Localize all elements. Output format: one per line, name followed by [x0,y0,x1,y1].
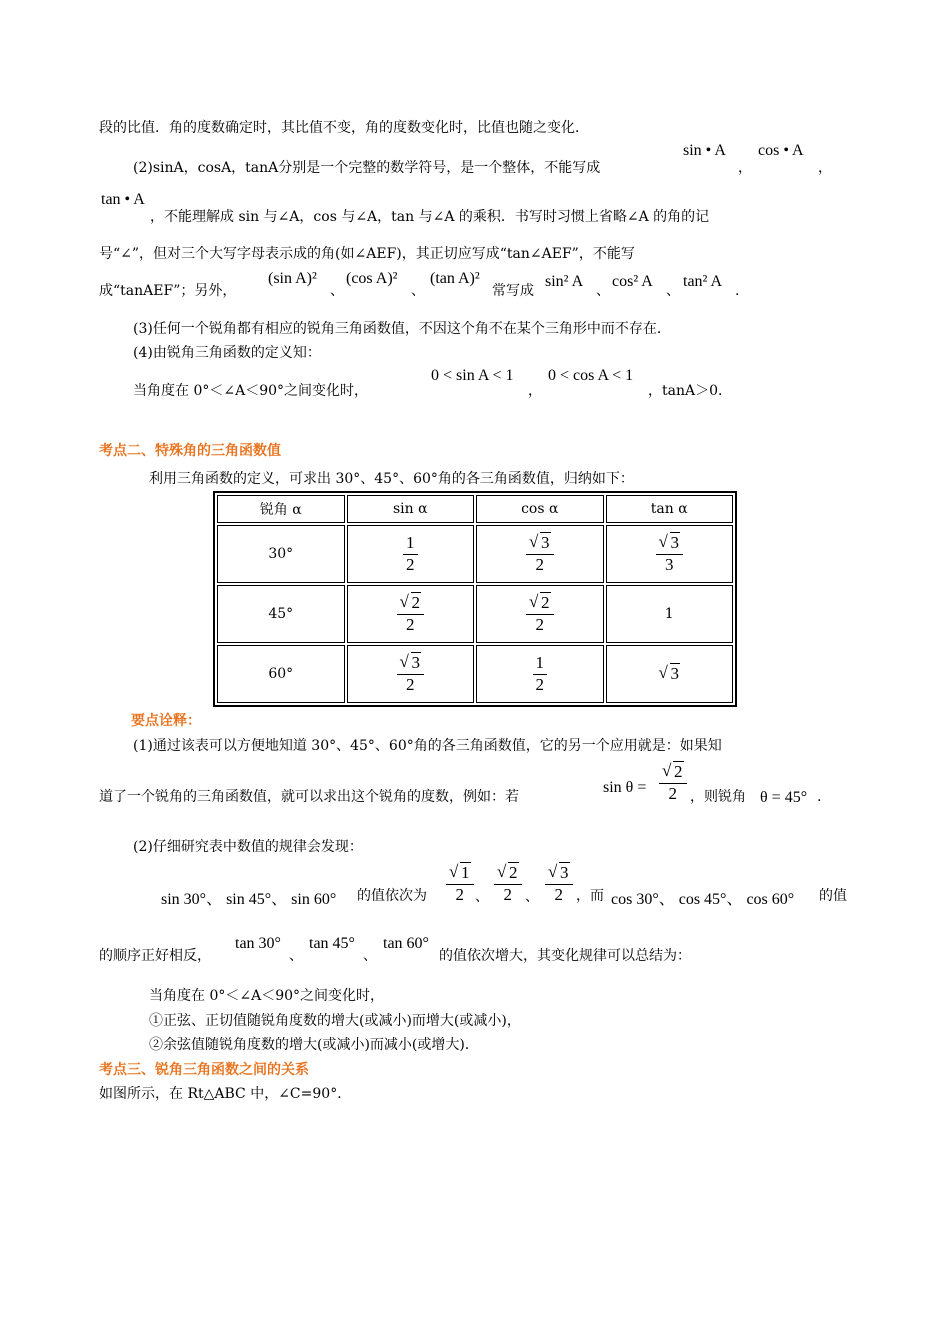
header-cos: cos α [476,495,604,523]
table-header-row [217,495,733,523]
expr-sin-a-squared: (sin A)² [268,270,317,287]
para-values-increase: 的值依次增大，其变化规律可以总结为： [439,948,691,964]
para-not-product: ，不能理解成 sin 与∠A，cos 与∠A，tan 与∠A 的乘积．书写时习惯上省略∠A 的角的记 [150,209,710,225]
tan-cell [606,525,734,583]
sin-cell [347,645,475,703]
angle-cell: 60° [217,645,345,703]
expr-cos-a-squared: (cos A)² [346,270,398,287]
sequence-fraction: √ $\frac{3}{2}$ [545,864,573,904]
para-by-definition: (4)由锐角三角函数的定义知： [133,345,321,361]
expr-sin2-a: sin² A [545,273,584,290]
expr-sin-dot-a: sin • A [683,142,726,159]
para-tan-positive: ，tanA＞0． [648,383,733,399]
fraction: $\frac{1}{2}$ [403,534,418,574]
separator-dun: 、 [363,948,377,964]
para-pattern: (2)仔细研究表中数值的规律会发现： [133,839,363,855]
example-fraction: √ $\frac{2}{2}$ [659,763,687,803]
table-row [217,645,733,703]
para-example: 道了一个锐角的三角函数值，就可以求出这个锐角的度数，例如：若 [99,789,519,805]
table-row [217,525,733,583]
para-values-in-order: 的值依次为 [357,888,427,904]
tan-45: tan 45° [309,935,355,952]
para-angle-range-2: 当角度在 0°＜∠A＜90°之间变化时， [149,988,385,1004]
expr-cos2-a: cos² A [612,273,653,290]
para-table-usage: (1)通过该表可以方便地知道 30°、45°、60°角的各三角函数值，它的另一个应用就是：如果知 [133,738,722,754]
sin-cell [347,525,475,583]
separator-comma: ， [528,383,542,399]
fraction: √ $\frac{3}{2}$ [526,534,554,574]
separator-period: . [817,789,822,805]
sequence-fraction: √ $\frac{2}{2}$ [494,864,522,904]
separator-dun: 、 [525,889,539,905]
separator-dun: 、 [330,283,344,299]
para-then-acute-angle: ，则锐角 [690,789,746,805]
para-usually-written: 常写成 [492,283,534,299]
tan-60: tan 60° [383,935,429,952]
separator-dun: 、 [666,283,680,299]
table-row [217,585,733,643]
header-acute-angle: 锐角 α [217,495,345,523]
para-ratio-note: 段的比值．角的度数确定时，其比值不变，角的度数变化时，比值也随之变化． [99,120,589,136]
fraction: √ $\frac{2}{2}$ [397,594,425,634]
example-sin-theta: sin θ = [603,779,647,796]
expr-tan-dot-a: tan • A [101,191,145,208]
tan-cell: 1 [606,585,734,643]
fraction: √ $\frac{3}{3}$ [656,534,684,574]
angle-cell: 30° [217,525,345,583]
fraction: $\frac{1}{2}$ [533,654,548,694]
example-theta-result: θ = 45° [760,789,808,806]
para-otherwise: 成“tanAEF”；另外， [99,283,237,299]
separator-dun: 、 [475,889,489,905]
separator-dun: 、 [289,948,303,964]
header-sin: sin α [347,495,475,523]
para-order-reversed: 的顺序正好相反， [99,948,211,964]
para-angle-range: 当角度在 0°＜∠A＜90°之间变化时， [133,383,369,399]
expr-cos-dot-a: cos • A [758,142,804,159]
section-heading-special-angles: 考点二、特殊角的三角函数值 [99,443,281,459]
sin-cell [347,585,475,643]
expr-tan-a-squared: (tan A)² [430,270,480,287]
para-table-intro: 利用三角函数的定义，可求出 30°、45°、60°角的各三角函数值，归纳如下： [149,471,634,487]
cos-cell [476,525,604,583]
separator-comma: ， [818,160,832,176]
angle-cell: 45° [217,585,345,643]
cos-values-list: cos 30°、 cos 45°、 cos 60° [611,891,795,908]
para-angle-notation: 号“∠”，但对三个大写字母表示成的角(如∠AEF)，其正切应写成“tan∠AEF”，不能写 [99,246,635,262]
separator-dun: 、 [596,283,610,299]
para-any-acute-angle: (3)任何一个锐角都有相应的锐角三角函数值，不因这个角不在某个三角形中而不存在． [133,321,671,337]
separator-period: . [735,283,740,299]
tan-30: tan 30° [235,935,281,952]
para-complete-symbol: (2)sinA，cosA，tanA分别是一个完整的数学符号，是一个整体，不能写成 [133,160,601,176]
separator-dun: 、 [411,283,425,299]
para-whereas: ，而 [576,888,604,904]
header-tan: tan α [606,495,734,523]
para-right-triangle: 如图所示，在 Rt△ABC 中，∠C=90°． [99,1086,352,1102]
tan-cell [606,645,734,703]
notes-heading: 要点诠释： [131,713,201,729]
cos-cell [476,585,604,643]
para-values-of: 的值 [819,888,847,904]
fraction: √ $\frac{3}{2}$ [397,654,425,694]
inequality-cos: 0 < cos A < 1 [548,367,634,384]
para-rule-cosine: ②余弦值随锐角度数的增大(或减小)而减小(或增大)． [149,1037,479,1053]
sqrt-value: √ 3 [659,665,681,684]
sin-values-list: sin 30°、 sin 45°、 sin 60° [161,891,337,908]
fraction: √ $\frac{2}{2}$ [526,594,554,634]
cos-cell [476,645,604,703]
expr-tan2-a: tan² A [683,273,723,290]
para-rule-sine-tangent: ①正弦、正切值随锐角度数的增大(或减小)而增大(或减小)， [149,1013,521,1029]
sequence-fraction: √ $\frac{1}{2}$ [446,864,474,904]
section-heading-relations: 考点三、锐角三角函数之间的关系 [99,1062,309,1078]
trig-values-table [213,491,737,707]
separator-comma: ， [738,160,752,176]
inequality-sin: 0 < sin A < 1 [431,367,514,384]
